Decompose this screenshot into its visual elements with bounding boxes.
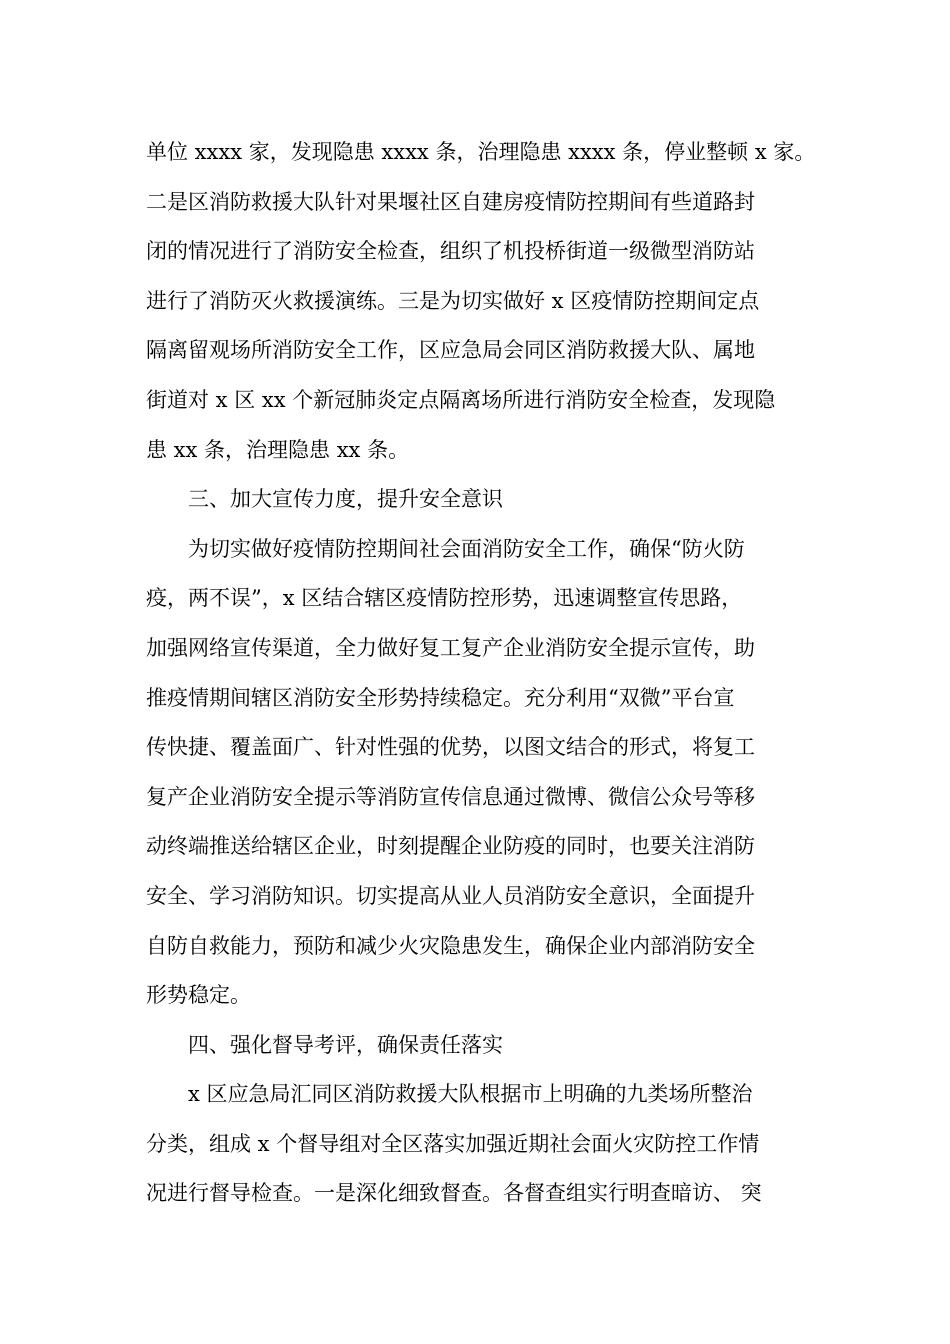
text-line: 四、强化督导考评，确保责任落实 [188, 1032, 503, 1057]
text-line: x 区应急局汇同区消防救援大队根据市上明确的九类场所整治 [188, 1082, 753, 1107]
text-line: 街道对 x 区 xx 个新冠肺炎定点隔离场所进行消防安全检查，发现隐 [146, 387, 776, 412]
text-line: 况进行督导检查。一是深化细致督查。各督查组实行明查暗访、 突 [146, 1181, 762, 1206]
text-line: 隔离留观场所消防安全工作，区应急局会同区消防救援大队、属地 [146, 338, 755, 363]
text-line: 进行了消防灭火救援演练。三是为切实做好 x 区疫情防控期间定点 [146, 288, 760, 313]
text-line: 安全、学习消防知识。切实提高从业人员消防安全意识，全面提升 [146, 883, 755, 908]
text-line: 复产企业消防安全提示等消防宣传信息通过微博、微信公众号等移 [146, 784, 755, 809]
text-line: 三、加大宣传力度，提升安全意识 [188, 487, 503, 512]
text-line: 患 xx 条，治理隐患 xx 条。 [146, 437, 410, 462]
text-line: 自防自救能力，预防和减少火灾隐患发生，确保企业内部消防安全 [146, 933, 755, 958]
text-line: 二是区消防救援大队针对果堰社区自建房疫情防控期间有些道路封 [146, 189, 755, 214]
text-line: 推疫情期间辖区消防安全形势持续稳定。充分利用“双微”平台宣 [146, 685, 735, 710]
text-line: 形势稳定。 [146, 983, 251, 1008]
text-line: 为切实做好疫情防控期间社会面消防安全工作，确保“防火防 [188, 536, 745, 561]
text-line: 动终端推送给辖区企业，时刻提醒企业防疫的同时，也要关注消防 [146, 834, 755, 859]
text-line: 疫，两不误”，x 区结合辖区疫情防控形势，迅速调整宣传思路， [146, 586, 743, 611]
text-line: 闭的情况进行了消防安全检查，组织了机投桥街道一级微型消防站 [146, 239, 755, 264]
text-line: 单位 xxxx 家，发现隐患 xxxx 条，治理隐患 xxxx 条，停业整顿 x 家。 [146, 140, 816, 164]
text-line: 分类，组成 x 个督导组对全区落实加强近期社会面火灾防控工作情 [146, 1131, 760, 1156]
text-line: 加强网络宣传渠道，全力做好复工复产企业消防安全提示宣传，助 [146, 635, 755, 660]
text-line: 传快捷、覆盖面广、针对性强的优势，以图文结合的形式，将复工 [146, 735, 755, 760]
document-body [146, 128, 818, 1219]
